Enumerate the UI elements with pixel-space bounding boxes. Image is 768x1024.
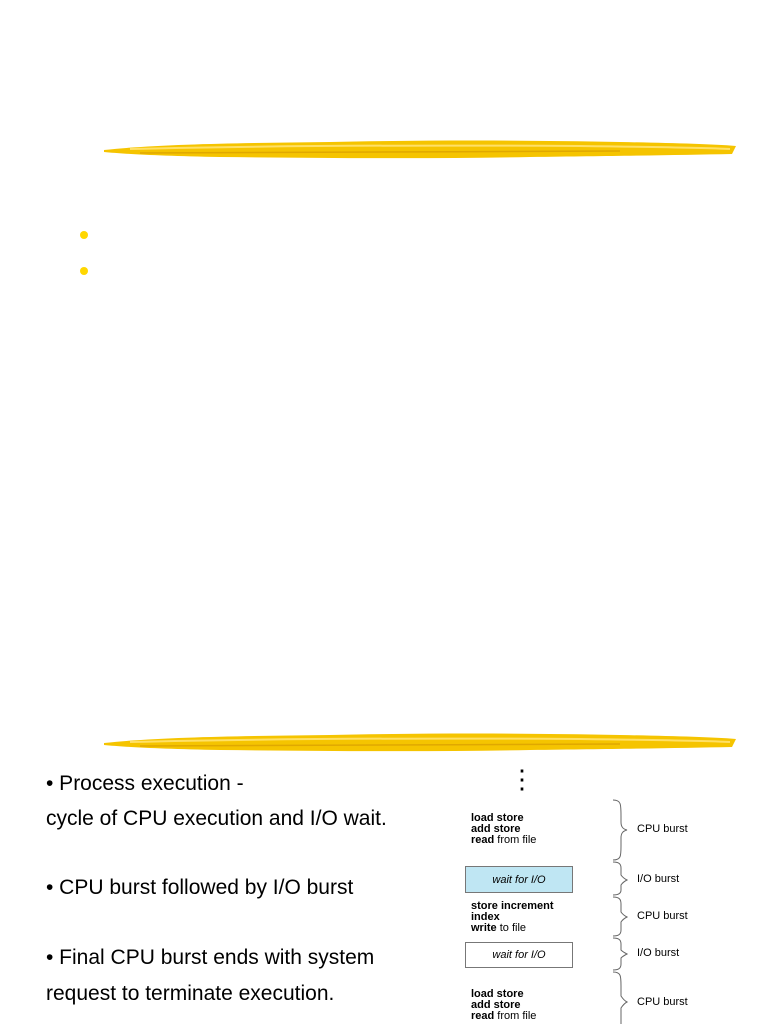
burst-label-cpu-1: CPU burst	[637, 823, 688, 835]
slide-bottom	[0, 700, 768, 1024]
burst-label-io-2: I/O burst	[637, 947, 680, 959]
code-block-2: store increment index write to file	[471, 900, 554, 934]
bullet-marker-1	[80, 231, 88, 239]
text-line-terminate: request to terminate execution.	[46, 982, 335, 1005]
burst-label-cpu-2: CPU burst	[637, 910, 688, 922]
burst-label-cpu-3: CPU burst	[637, 996, 688, 1008]
text-line-cycle: cycle of CPU execution and I/O wait.	[46, 807, 387, 830]
text-line-final-burst: • Final CPU burst ends with system	[46, 946, 375, 969]
wait-for-io-box-2: wait for I/O	[465, 942, 573, 968]
burst-label-io-1: I/O burst	[637, 873, 680, 885]
code-block-1: load store add store read from file	[471, 812, 537, 846]
burst-diagram	[0, 700, 768, 1024]
code-block-3: load store add store read from file	[471, 988, 537, 1022]
bullet-marker-2	[80, 267, 88, 275]
title-underline-brush	[100, 134, 740, 164]
ellipsis-icon: ⋮	[509, 764, 535, 794]
wait-for-io-box-1: wait for I/O	[465, 866, 573, 893]
slide-top	[0, 0, 768, 500]
text-line-process-execution: • Process execution -	[46, 772, 244, 795]
text-line-cpu-burst: • CPU burst followed by I/O burst	[46, 876, 354, 899]
